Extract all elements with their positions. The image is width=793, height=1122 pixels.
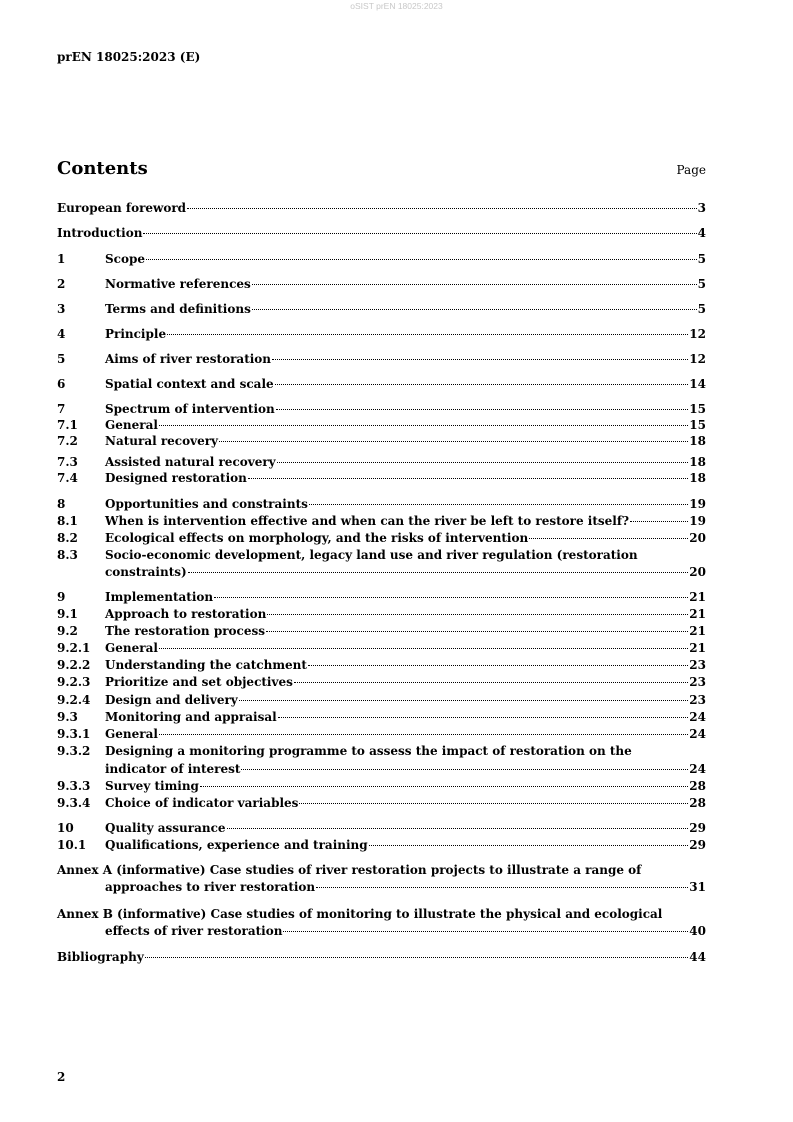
toc-number: 7.2 [57,434,78,448]
toc-page: 21 [689,607,706,621]
toc-page: 20 [689,565,706,579]
toc-label: General [105,418,158,432]
toc-label: Prioritize and set objectives [105,675,293,689]
toc-number: 4 [57,327,66,341]
toc-label: Annex A (informative) Case studies of river restoration projects to illustrate a range of [57,863,642,877]
toc-page: 23 [689,675,706,689]
toc-label: Terms and definitions [105,302,251,316]
toc-number: 9.3.4 [57,796,91,810]
toc-entry-9-3-2[interactable] [57,744,706,759]
toc-page: 12 [689,352,706,366]
toc-entry-8-2[interactable] [57,531,706,546]
toc-number: 9.2.1 [57,641,91,655]
leader-dots [276,408,689,410]
toc-entry-introduction[interactable] [57,226,706,241]
toc-page: 24 [689,710,706,724]
toc-number: 5 [57,352,66,366]
toc-label: General [105,641,158,655]
toc-label: Natural recovery [105,434,219,448]
leader-dots [252,308,697,310]
toc-page: 28 [689,779,706,793]
toc-page: 19 [689,514,706,528]
leader-dots [630,520,688,522]
toc-page: 14 [689,377,706,391]
toc-label: Monitoring and appraisal [105,710,277,724]
toc-label: Qualifications, experience and training [105,838,368,852]
toc-label: Bibliography [57,950,144,964]
toc-label: Approach to restoration [105,607,267,621]
toc-entry-9-3-4[interactable] [57,796,706,811]
leader-dots [283,930,688,932]
toc-number: 7.4 [57,471,78,485]
toc-label: Scope [105,252,146,266]
toc-number: 9 [57,590,66,604]
toc-page: 29 [689,821,706,835]
toc-label: Designed restoration [105,471,247,485]
toc-entry-3[interactable] [57,302,706,317]
leader-dots [309,503,688,505]
toc-page: 31 [689,880,706,894]
toc-page: 21 [689,641,706,655]
toc-page: 5 [697,252,706,266]
toc-number: 9.2.2 [57,658,91,672]
toc-label: Opportunities and constraints [105,497,308,511]
toc-entry-9-2[interactable] [57,624,706,639]
leader-dots [214,596,688,598]
toc-label: Ecological effects on morphology, and the risks of intervention [105,531,529,545]
toc-entry-9-2-1[interactable] [57,641,706,656]
toc-label-continued: approaches to river restoration [105,880,316,894]
toc-entry-9[interactable] [57,590,706,605]
contents-title: Contents [57,158,148,179]
toc-page: 3 [697,201,706,215]
toc-label: Implementation [105,590,214,604]
toc-number: 9.3.1 [57,727,91,741]
toc-number: 8.2 [57,531,78,545]
toc-label: European foreword [57,201,187,215]
toc-number: 8.3 [57,548,78,562]
toc-page: 23 [689,658,706,672]
toc-entry-1[interactable] [57,252,706,267]
toc-label: The restoration process [105,624,266,638]
leader-dots [272,358,688,360]
toc-number: 10.1 [57,838,87,852]
toc-entry-10[interactable] [57,821,706,836]
toc-page: 5 [697,302,706,316]
leader-dots [167,333,688,335]
toc-label: Annex B (informative) Case studies of monitoring to illustrate the physical and ecological [57,907,663,921]
leader-dots [266,630,688,632]
toc-number: 2 [57,277,66,291]
document-id: prEN 18025:2023 (E) [57,50,201,64]
toc-entry-annex-b[interactable] [57,907,706,922]
toc-page: 18 [689,471,706,485]
leader-dots [277,461,689,463]
toc-entry-9-2-4[interactable] [57,693,706,708]
leader-dots [308,664,688,666]
toc-entry-9-3[interactable] [57,710,706,725]
toc-label: Design and delivery [105,693,238,707]
leader-dots [200,785,688,787]
toc-number: 9.3.3 [57,779,91,793]
toc-number: 9.3.2 [57,744,91,758]
toc-page: 15 [689,402,706,416]
toc-label: Choice of indicator variables [105,796,299,810]
toc-entry-4[interactable] [57,327,706,342]
toc-number: 7 [57,402,66,416]
toc-number: 9.2 [57,624,78,638]
toc-label: Introduction [57,226,143,240]
watermark: oSIST prEN 18025:2023 [350,1,443,11]
toc-label: Quality assurance [105,821,226,835]
toc-page: 24 [689,762,706,776]
toc-number: 6 [57,377,66,391]
toc-entry-annex-a[interactable] [57,863,706,878]
toc-entry-9-3-3[interactable] [57,779,706,794]
toc-page: 21 [689,624,706,638]
toc-number: 9.3 [57,710,78,724]
toc-number: 8.1 [57,514,78,528]
toc-label-continued: constraints) [105,565,187,579]
toc-number: 1 [57,252,66,266]
toc-page: 24 [689,727,706,741]
toc-page: 18 [689,455,706,469]
leader-dots [369,844,689,846]
toc-entry-10-1[interactable] [57,838,706,853]
leader-dots [227,827,689,829]
toc-entry-5[interactable] [57,352,706,367]
toc-page: 40 [689,924,706,938]
toc-entry-9-3-2-continued[interactable] [57,762,706,777]
leader-dots [252,283,697,285]
leader-dots [239,699,689,701]
leader-dots [299,802,688,804]
toc-page: 15 [689,418,706,432]
toc-number: 10 [57,821,74,835]
toc-number: 8 [57,497,66,511]
toc-entry-2[interactable] [57,277,706,292]
toc-label: Assisted natural recovery [105,455,276,469]
toc-label: Understanding the catchment [105,658,307,672]
toc-entry-9-2-2[interactable] [57,658,706,673]
toc-entry-9-2-3[interactable] [57,675,706,690]
toc-entry-european-foreword[interactable] [57,201,706,216]
toc-page: 29 [689,838,706,852]
toc-page: 18 [689,434,706,448]
toc-label-continued: effects of river restoration [105,924,283,938]
leader-dots [187,207,697,209]
toc-number: 9.1 [57,607,78,621]
toc-entry-7[interactable] [57,402,706,417]
toc-label: General [105,727,158,741]
toc-number: 9.2.3 [57,675,91,689]
toc-page: 21 [689,590,706,604]
leader-dots [159,424,688,426]
toc-entry-annex-b-continued[interactable] [57,924,706,939]
toc-entry-9-3-1[interactable] [57,727,706,742]
leader-dots [294,681,688,683]
leader-dots [275,383,689,385]
toc-label: Principle [105,327,167,341]
leader-dots [145,956,689,958]
toc-page: 23 [689,693,706,707]
toc-entry-8-3[interactable] [57,548,706,563]
leader-dots [529,537,688,539]
page-column-label: Page [676,163,706,177]
toc-page: 28 [689,796,706,810]
toc-label-continued: indicator of interest [105,762,241,776]
toc-page: 5 [697,277,706,291]
toc-label: Aims of river restoration [105,352,272,366]
toc-page: 12 [689,327,706,341]
toc-number: 7.1 [57,418,78,432]
toc-label: Normative references [105,277,251,291]
toc-entry-8-1[interactable] [57,514,706,529]
leader-dots [267,613,688,615]
toc-number: 3 [57,302,66,316]
toc-label: Socio-economic development, legacy land use and river regulation (restoration [105,548,638,562]
leader-dots [159,647,688,649]
leader-dots [316,886,688,888]
toc-page: 19 [689,497,706,511]
toc-page: 20 [689,531,706,545]
leader-dots [248,477,688,479]
toc-entry-9-1[interactable] [57,607,706,622]
toc-entry-7-1[interactable] [57,418,706,433]
toc-number: 9.2.4 [57,693,91,707]
toc-label: Spatial context and scale [105,377,274,391]
toc-entry-annex-a-continued[interactable] [57,880,706,895]
toc-entry-7-2[interactable] [57,434,706,449]
toc-page: 4 [697,226,706,240]
toc-entry-6[interactable] [57,377,706,392]
toc-label: Survey timing [105,779,199,793]
toc-label: Designing a monitoring programme to assess the impact of restoration on the [105,744,632,758]
leader-dots [241,768,688,770]
toc-entry-7-4[interactable] [57,471,706,486]
toc-page: 44 [689,950,706,964]
toc-entry-8[interactable] [57,497,706,512]
toc-label: When is intervention effective and when can the river be left to restore itself? [105,514,630,528]
leader-dots [159,733,688,735]
toc-entry-bibliography[interactable] [57,950,706,965]
toc-entry-8-3-continued[interactable] [57,565,706,580]
footer-page-number: 2 [57,1070,66,1084]
leader-dots [143,232,696,234]
leader-dots [278,716,689,718]
toc-entry-7-3[interactable] [57,455,706,470]
toc-label: Spectrum of intervention [105,402,275,416]
leader-dots [188,571,689,573]
leader-dots [219,440,688,442]
toc-number: 7.3 [57,455,78,469]
leader-dots [146,258,697,260]
